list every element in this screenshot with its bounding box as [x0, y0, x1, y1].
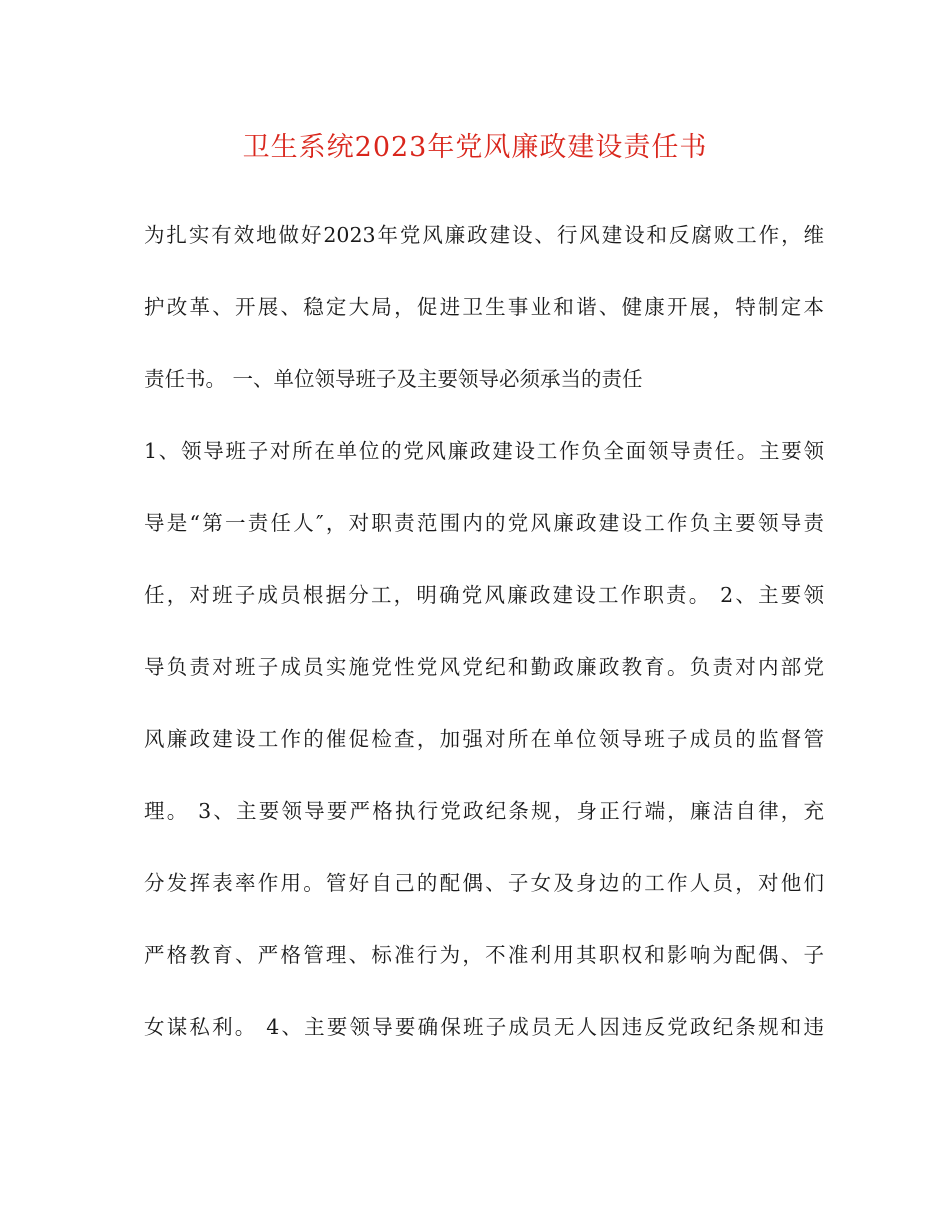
body-line-4: 1、领导班子对所在单位的党风廉政建设工作负全面领导责任。主要领	[144, 439, 824, 463]
document-title: 卫生系统2023年党风廉政建设责任书	[242, 132, 708, 163]
body-line-1: 为扎实有效地做好2023年党风廉政建设、行风建设和反腐败工作，维	[144, 223, 824, 247]
body-line-2: 护改革、开展、稳定大局，促进卫生事业和谐、健康开展，特制定本	[144, 295, 824, 319]
body-line-6: 任，对班子成员根据分工，明确党风廉政建设工作职责。 2、主要领	[144, 583, 824, 607]
body-line-9: 理。 3、主要领导要严格执行党政纪条规，身正行端，廉洁自律，充	[144, 799, 824, 823]
body-line-12: 女谋私利。 4、主要领导要确保班子成员无人因违反党政纪条规和违	[144, 1015, 824, 1039]
body-line-7: 导负责对班子成员实施党性党风党纪和勤政廉政教育。负责对内部党	[144, 655, 824, 679]
body-line-10: 分发挥表率作用。管好自己的配偶、子女及身边的工作人员，对他们	[144, 871, 824, 895]
body-line-5: 导是“第一责任人″，对职责范围内的党风廉政建设工作负主要领导责	[144, 511, 824, 535]
body-line-11: 严格教育、严格管理、标准行为，不准利用其职权和影响为配偶、子	[144, 943, 824, 967]
body-line-8: 风廉政建设工作的催促检查，加强对所在单位领导班子成员的监督管	[144, 727, 824, 751]
body-line-3: 责任书。 一、单位领导班子及主要领导必须承当的责任	[144, 367, 643, 391]
